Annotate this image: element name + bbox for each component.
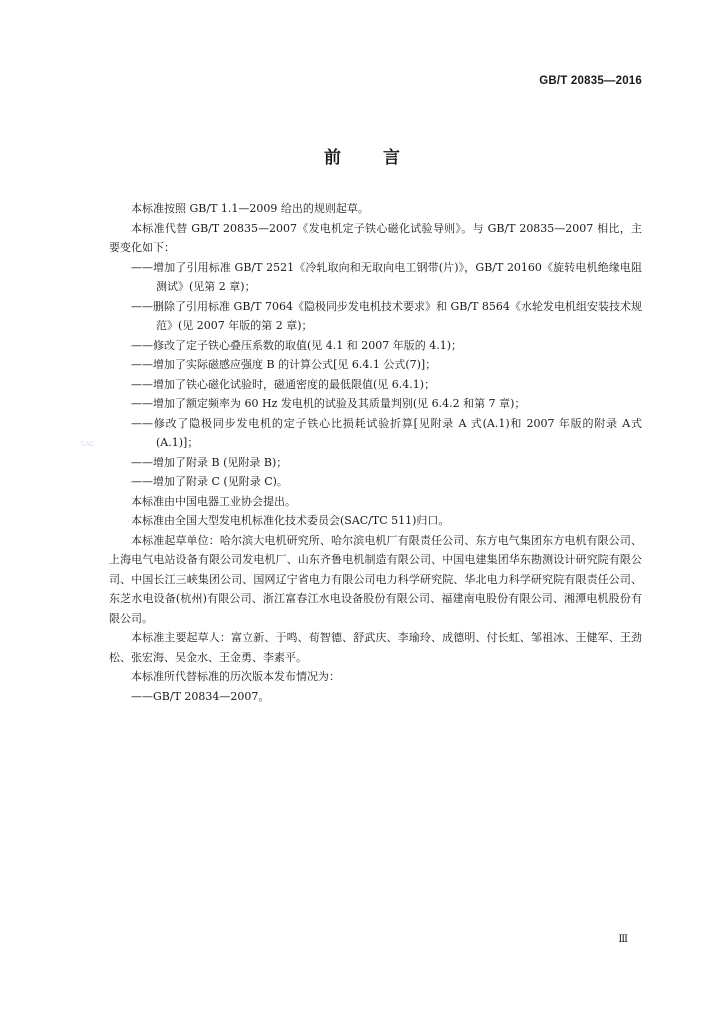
paragraph: 本标准由全国大型发电机标准化技术委员会(SAC/TC 511)归口。 [131, 514, 450, 527]
paragraph: 本标准代替 GB/T 20835—2007《发电机定子铁心磁化试验导则》。与 GB/T 20835—2007 相比，主要变化如下： [109, 221, 642, 254]
page-number: Ⅲ [618, 934, 628, 945]
previous-edition-item: ——GB/T 20834—2007。 [131, 689, 270, 703]
change-item: ——增加了铁心磁化试验时，磁通密度的最低限值(见 6.4.1)； [131, 377, 436, 391]
paragraph: 本标准所代替标准的历次版本发布情况为： [131, 670, 340, 683]
foreword-body [109, 199, 642, 706]
drafters: 本标准主要起草人：富立新、于鸣、荀智德、舒武庆、李瑜玲、成德明、付长虹、邹祖冰、王健军、王劲松、张宏海、吴金水、王金勇、李素平。 [109, 631, 642, 664]
change-item: ——增加了实际磁感应强度 B 的计算公式[见 6.4.1 公式(7)]； [131, 358, 437, 371]
change-item: ——修改了隐极同步发电机的定子铁心比损耗试验折算[见附录 A 式(A.1)和 2007 年版的附录 A式(A.1)]； [131, 416, 642, 449]
watermark-logo: SAC [80, 440, 95, 448]
change-item: ——修改了定子铁心叠压系数的取值(见 4.1 和 2007 年版的 4.1)； [131, 338, 463, 352]
page-title: 前言 [324, 148, 442, 168]
change-item: ——删除了引用标准 GB/T 7064《隐极同步发电机技术要求》和 GB/T 8564《水轮发电机组安装技术规范》(见 2007 年版的第 2 章)； [131, 299, 642, 332]
paragraph: 本标准由中国电器工业协会提出。 [131, 494, 296, 508]
change-item: ——增加了附录 C (见附录 C)。 [131, 475, 288, 488]
standard-number: GB/T 20835—2016 [539, 75, 642, 87]
drafting-organizations: 本标准起草单位：哈尔滨大电机研究所、哈尔滨电机厂有限责任公司、东方电气集团东方电机有限公司、上海电气电站设备有限公司发电机厂、山东齐鲁电机制造有限公司、中国电建集团华东勘测设计研究院有限公司、中国长江三峡集团公司、国网辽宁省电力有限公司电力科学研究院、华北电力科学研究院有限责任公司、东芝水电设备(杭州)有限公司、浙江富春江水电设备股份有限公司、福建南电股份有限公司、湘潭电机股份有限公司。 [109, 533, 642, 625]
paragraph: 本标准按照 GB/T 1.1—2009 给出的规则起草。 [131, 202, 369, 215]
change-item: ——增加了额定频率为 60 Hz 发电机的试验及其质量判别(见 6.4.2 和第 7 章)； [131, 397, 526, 410]
change-item: ——增加了引用标准 GB/T 2521《冷轧取向和无取向电工钢带(片)》，GB/T 20160《旋转电机绝缘电阻测试》(见第 2 章)； [131, 260, 642, 293]
change-item: ——增加了附录 B (见附录 B)； [131, 455, 288, 469]
